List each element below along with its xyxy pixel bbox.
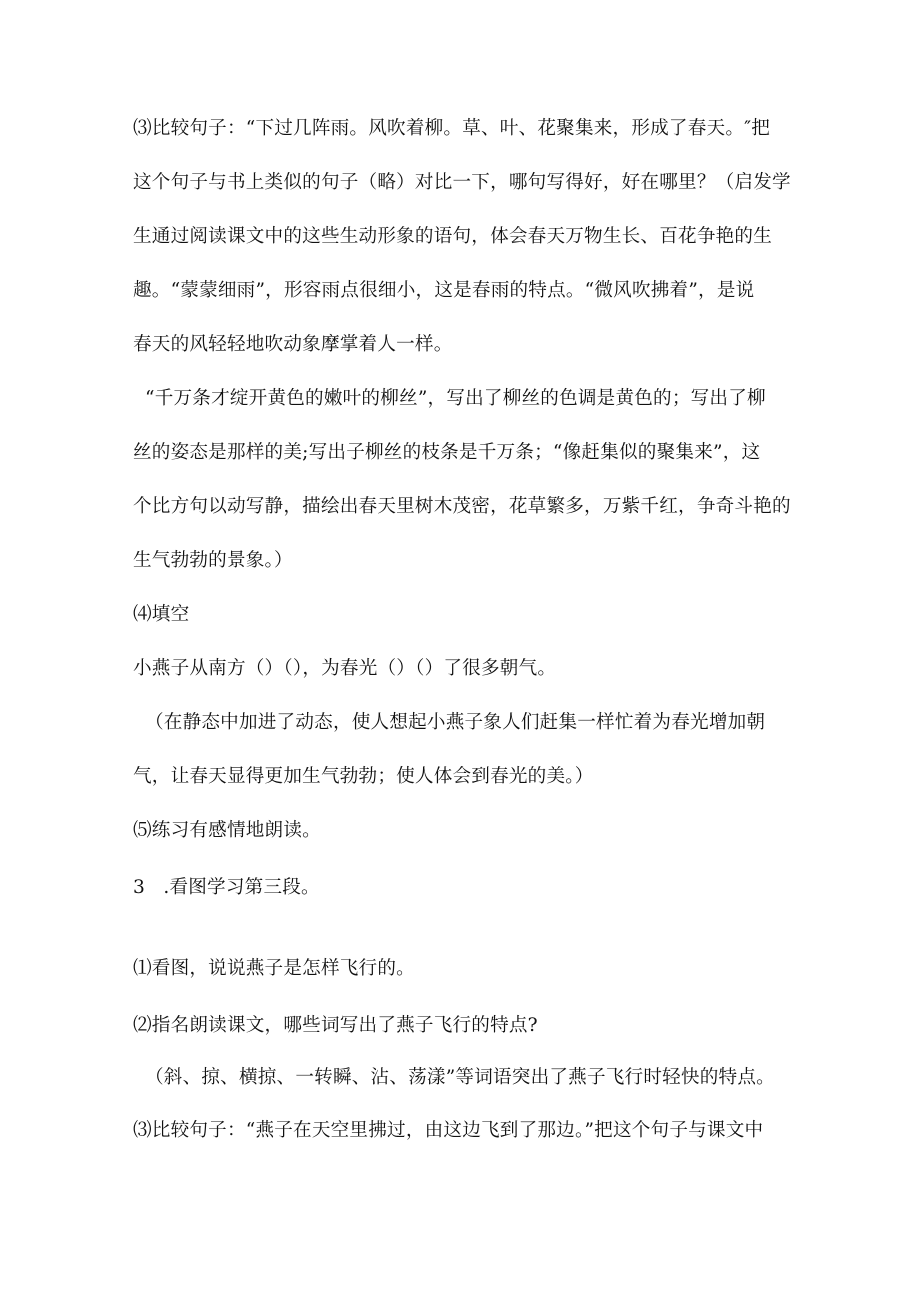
paragraph-line: ⑴看图，说说燕子是怎样飞行的。 — [133, 958, 415, 979]
section-heading: 3 .看图学习第三段。 — [133, 877, 320, 898]
paragraph-line: 这个句子与书上类似的句子（略）对比一下，哪句写得好，好在哪里？（启发学 — [133, 172, 791, 193]
paragraph-line: 丝的姿态是那样的美;写出子柳丝的枝条是千万条；“像赶集似的聚集来”，这 — [133, 442, 761, 463]
paragraph-line: 春天的风轻轻地吹动象摩掌着人一样。 — [133, 334, 453, 355]
section-heading: ⑷填空 — [133, 604, 190, 625]
paragraph-line: ⑵指名朗读课文，哪些词写出了燕子飞行的特点? — [133, 1015, 538, 1036]
paragraph-line: ⑶比较句子：“燕子在天空里拂过，由这边飞到了那边。”把这个句子与课文中 — [133, 1120, 764, 1141]
paragraph-line: 趣。“蒙蒙细雨”，形容雨点很细小，这是春雨的特点。“微风吹拂着”，是说 — [133, 280, 755, 301]
paragraph-line: ⑶比较句子：“下过几阵雨。风吹着柳。草、叶、花聚集来，形成了春天。″把 — [133, 118, 771, 139]
paragraph-line: 气，让春天显得更加生气勃勃；使人体会到春光的美。） — [133, 766, 594, 787]
paragraph-line: 生通过阅读课文中的这些生动形象的语句，体会春天万物生长、百花争艳的生 — [133, 226, 772, 247]
paragraph-line: “千万条才绽开黄色的嫩叶的柳丝”，写出了柳丝的色调是黄色的；写出了柳 — [145, 388, 766, 409]
paragraph-line: 生气勃勃的景象。） — [133, 550, 293, 571]
paragraph-line: （在静态中加进了动态，使人想起小燕子象人们赶集一样忙着为春光增加朝 — [145, 712, 766, 733]
paragraph-line: 个比方句以动写静，描绘出春天里树木茂密，花草繁多，万紫千红，争奇斗艳的 — [133, 496, 791, 517]
fill-blank-line: 小燕子从南方（）（），为春光（）（）了很多朝气。 — [133, 658, 557, 679]
paragraph-line: （斜、掠、横掠、一转瞬、沾、荡漾”等词语突出了燕子飞行时轻快的特点。 — [145, 1067, 775, 1088]
section-heading: ⑸练习有感情地朗读。 — [133, 820, 321, 841]
